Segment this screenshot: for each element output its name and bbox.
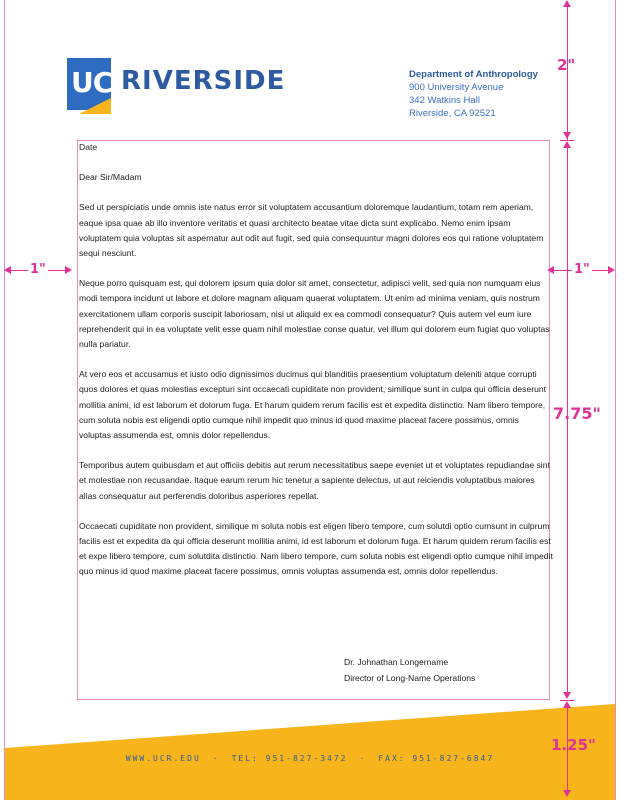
footer-gold-shape: [5, 704, 615, 800]
dim-right-arrow-right: [608, 266, 615, 274]
paragraph-5: Occaecati cupiditate non provident, similique m soluta nobis est eligen libero tempore, cum solutdi optio cumsunt in culprum facilis est et expedita da qui officia deserunt mollitia animi, id est laborum et dolorum fuga. Et harum quidem rerum facilis est et expe libero tempore, cum solutdita distinctio. Nam libero tempore, cum soluta nobis est eligendi optio cumque nihil impedit quo minus id quod maxime placeat facere possimus, omnis voluptas assumenda est, omnis dolor repellendus.: [79, 520, 553, 577]
paragraph-2: Neque porro quisquam est, qui dolorem ipsum quia dolor sit amet, consectetur, adipisci velit, sed quia non numquam eius modi tempora incidunt ut labore et dolore magnam aliquam quaerat voluptatem. Ut enim ad minima veniam, quis nostrum exercitationem ullam corporis suscipit laboriosam, nisi ut aliquid ex ea commodi consequatur? Quis autem vel eum iure reprehenderit qui in ea voluptate velit esse quam nihil molestiae conse quatur, vel illum qui dolorem eum fugiat quo voluptas nulla pariatur.: [79, 278, 550, 350]
footer-contact: [5, 754, 615, 763]
footer-fax: FAX: 951-827-6847: [378, 754, 495, 763]
paragraph-1: Sed ut perspiciatis unde omnis iste natus error sit voluptatem accusantium doloremque laudantium, totam rem aperiam, eaque ipsa quae ab illo inventore veritatis et quasi architecto beatae vitae dicta sunt explicabo. Nemo enim ipsam voluptatem quia voluptas sit aspernatur aut odit aut fugit, sed quia consequuntur magni dolores eos qui ratione voluptatem sequi nesciunt.: [79, 202, 544, 259]
footer-separator-2: ·: [359, 754, 367, 763]
dim-right-label: 1": [574, 262, 590, 277]
dim-top-label: 2": [557, 56, 576, 74]
letter-body: [79, 140, 553, 595]
footer-website: WWW.UCR.EDU: [125, 754, 201, 763]
letterhead-page: [4, 0, 616, 800]
letter-date: Date: [79, 142, 98, 152]
dim-right-arrow-left: [547, 266, 554, 274]
department-name: Department of Anthropology: [409, 69, 538, 80]
signature-name: Dr. Johnathan Longername: [344, 657, 449, 667]
dim-footer-arrow-down: [563, 790, 571, 797]
dim-left-arrow-left: [4, 266, 11, 274]
footer-band: [5, 700, 615, 800]
dim-left-arrow-right: [65, 266, 72, 274]
dim-footer-label: 1.25": [551, 736, 596, 754]
address-block: [409, 68, 538, 120]
signature-title: Director of Long-Name Operations: [344, 673, 476, 683]
signature-block: [344, 654, 475, 686]
paragraph-4: Temporibus autem quibusdam et aut officiis debitis aut rerum necessitatibus saepe eveniet ut et voluptates repudiandae sint et molestiae non recusandae. Itaque earum rerum hic tenetur a sapiente delectus, ut aut reiciendis voluptatibus maiores alias consequatur aut perferendis doloribus asperiores repellat.: [79, 460, 550, 501]
dim-footer-arrow-up: [563, 701, 571, 708]
dim-body-arrow-down: [563, 692, 571, 699]
address-line-3: Riverside, CA 92521: [409, 108, 496, 119]
footer-separator-1: ·: [212, 754, 220, 763]
logo-mark-text: UC: [71, 66, 113, 99]
logo-wordmark: RIVERSIDE: [121, 66, 286, 96]
address-line-2: 342 Watkins Hall: [409, 95, 480, 106]
logo-gold-corner: [79, 98, 111, 114]
footer-tel: TEL: 951-827-3472: [231, 754, 348, 763]
dim-body-label: 7.75": [553, 404, 601, 423]
letter-greeting: Dear Sir/Madam: [79, 172, 142, 183]
dim-top-arrow-up: [563, 0, 571, 7]
uc-riverside-logo: [67, 58, 286, 114]
dim-left-label: 1": [30, 262, 46, 277]
address-line-1: 900 University Avenue: [409, 82, 504, 93]
dim-body-arrow-up: [563, 141, 571, 148]
paragraph-3: At vero eos et accusamus et iusto odio dignissimos ducimus qui blanditiis praesentium voluptatum deleniti atque corrupti quos dolores et quas molestias excepturi sint occaecati cupiditate non provident, similique sunt in culpa qui officia deserunt mollitia animi, id est laborum et dolorum fuga. Et harum quidem rerum facilis est et expedita distinctio. Nam libero tempore, cum soluta nobis est eligendi optio cumque nihil impedit quo minus id quod maxime placeat facere possimus, omnis voluptas assumenda est, omnis dolor repellendus.: [79, 369, 547, 441]
dim-top-arrow-down: [563, 132, 571, 139]
